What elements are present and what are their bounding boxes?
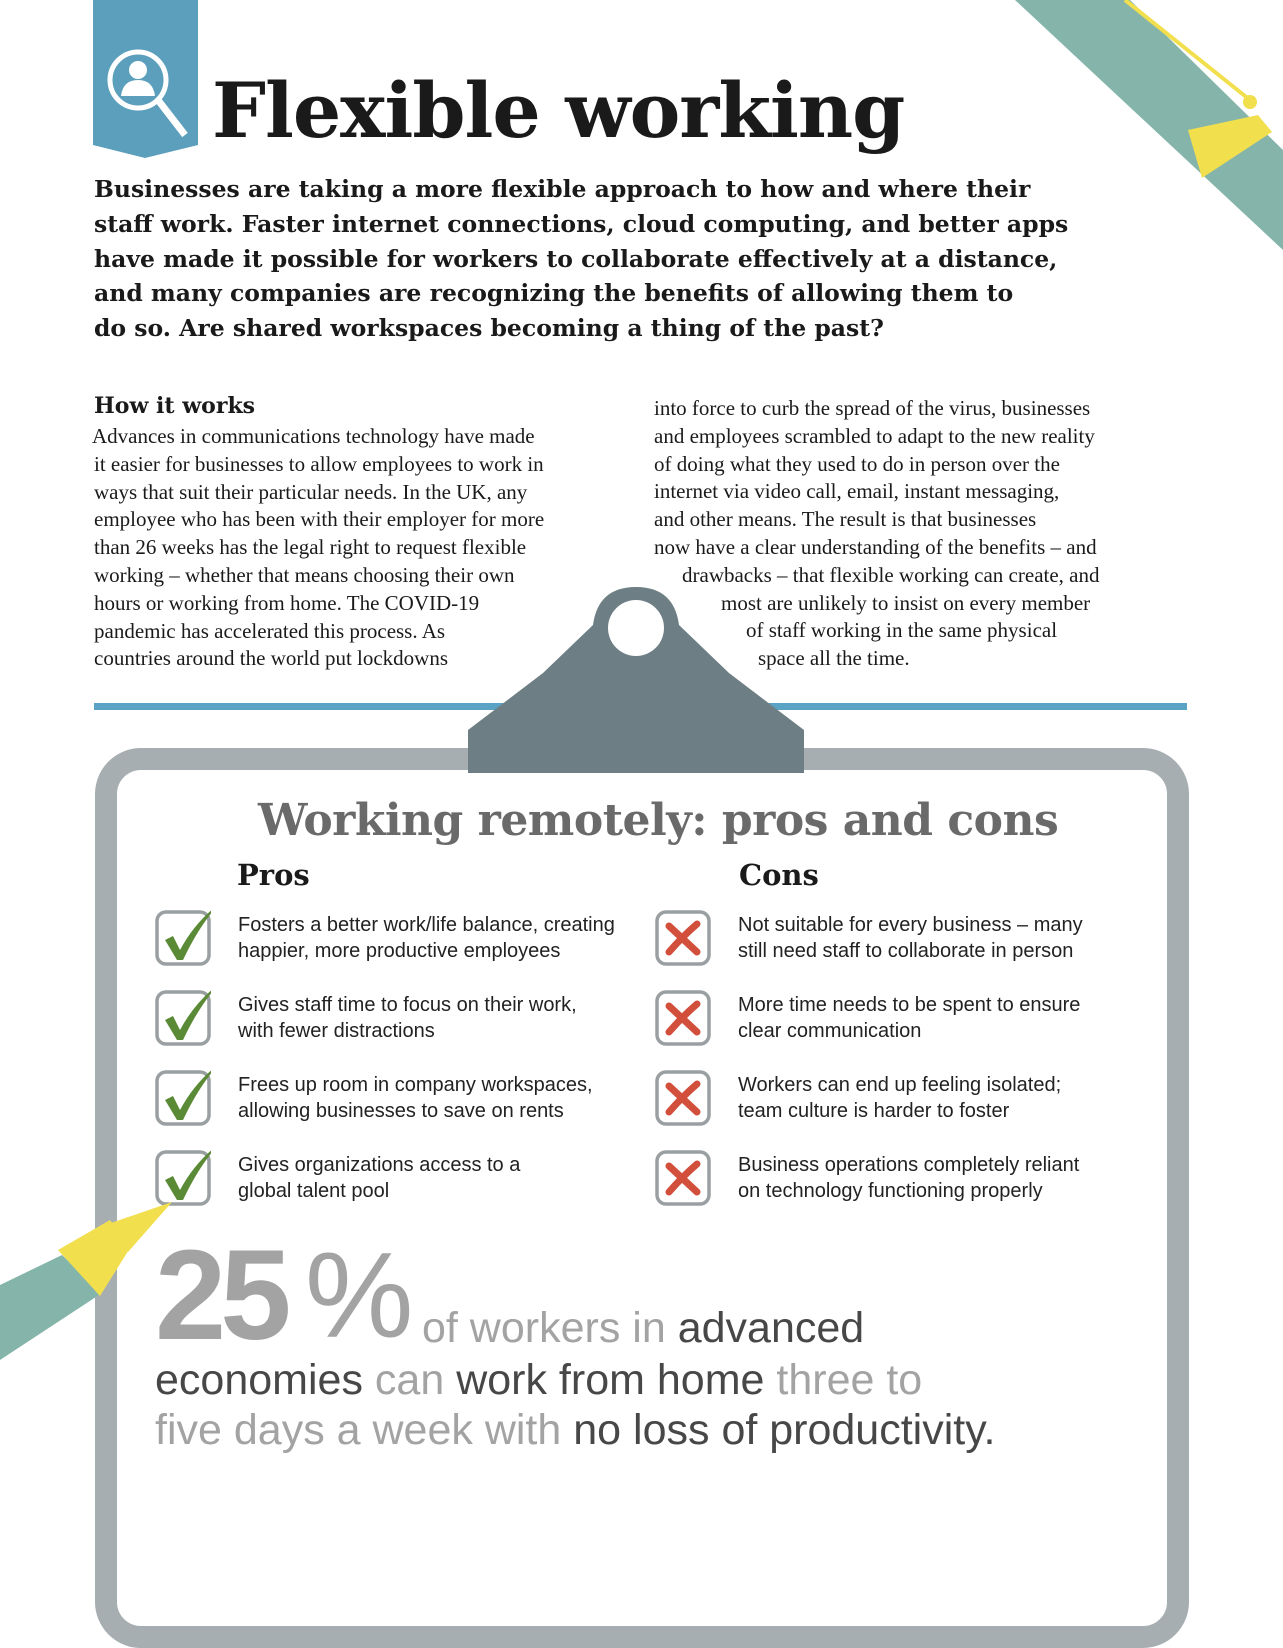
item-line: with fewer distractions — [238, 1019, 435, 1042]
item-text — [738, 993, 1080, 1044]
body-line: pandemic has accelerated this process. As — [94, 618, 446, 643]
item-text — [238, 993, 577, 1044]
body-line: it easier for businesses to allow employees to work in — [94, 451, 544, 476]
cross-icon — [655, 910, 711, 966]
con-item — [655, 1150, 1115, 1210]
pro-item — [155, 990, 615, 1050]
body-line: most are unlikely to insist on every member — [721, 590, 1091, 615]
body-line: than 26 weeks has the legal right to request flexible — [94, 535, 527, 560]
intro-line: and many companies are recognizing the benefits of allowing them to — [94, 279, 1014, 308]
body-line: internet via video call, email, instant messaging, — [654, 479, 1060, 504]
item-line: team culture is harder to foster — [738, 1099, 1010, 1122]
body-line: Advances in communications technology have made — [92, 424, 535, 448]
stat-text: no loss of productivity. — [573, 1406, 996, 1454]
item-line: Frees up room in company workspaces, — [238, 1074, 593, 1096]
body-line: space all the time. — [758, 646, 910, 671]
cons-heading: Cons — [739, 858, 819, 892]
page-title: Flexible working — [212, 66, 905, 155]
body-line: employee who has been with their employer for more — [94, 507, 545, 532]
item-text — [238, 1073, 593, 1124]
person-search-icon — [93, 0, 198, 160]
item-text — [738, 913, 1083, 964]
checkmark-icon — [155, 990, 211, 1046]
cross-icon — [655, 1070, 711, 1126]
item-text — [238, 913, 615, 964]
stat-text: three to — [776, 1356, 923, 1404]
pros-heading: Pros — [237, 858, 310, 892]
intro-paragraph — [94, 172, 1094, 346]
con-item — [655, 1070, 1115, 1130]
pro-item — [155, 910, 615, 970]
item-line: on technology functioning properly — [738, 1179, 1043, 1202]
stat-percent: % — [305, 1227, 414, 1363]
stat-text: of workers in — [422, 1304, 678, 1352]
item-line: Not suitable for every business – many — [738, 914, 1083, 936]
intro-line: do so. Are shared workspaces becoming a thing of the past? — [94, 314, 884, 343]
body-line: of staff working in the same physical — [746, 618, 1058, 643]
item-line: clear communication — [738, 1019, 922, 1042]
stat-text: work from home — [456, 1356, 777, 1404]
body-line: and employees scrambled to adapt to the new reality — [654, 423, 1095, 448]
stat-text: advanced — [677, 1304, 865, 1352]
item-line: More time needs to be spent to ensure — [738, 994, 1081, 1016]
intro-line: have made it possible for workers to collaborate effectively at a distance, — [94, 244, 1058, 273]
body-line: ways that suit their particular needs. In the UK, any — [94, 479, 528, 504]
item-line: Gives staff time to focus on their work, — [238, 994, 577, 1016]
item-line: happier, more productive employees — [238, 939, 561, 962]
checkmark-icon — [155, 1070, 211, 1126]
item-line: Gives organizations access to a — [238, 1154, 521, 1176]
body-line: into force to curb the spread of the virus, businesses — [654, 396, 1091, 420]
how-it-works-heading: How it works — [94, 393, 256, 419]
item-line: allowing businesses to save on rents — [238, 1099, 564, 1122]
stat-number: 25 — [155, 1224, 286, 1367]
stat-text: five days a week with — [155, 1406, 574, 1454]
intro-line: staff work. Faster internet connections, cloud computing, and better apps — [94, 209, 1069, 238]
con-item — [655, 990, 1115, 1050]
pro-item — [155, 1070, 615, 1130]
body-line: working – whether that means choosing their own — [94, 562, 515, 587]
body-line: drawbacks – that flexible working can create, and — [682, 562, 1100, 587]
intro-line: Businesses are taking a more flexible approach to how and where their — [94, 175, 1031, 203]
body-line: now have a clear understanding of the benefits – and — [654, 534, 1097, 559]
body-line: hours or working from home. The COVID-19 — [94, 590, 480, 615]
item-text — [738, 1073, 1061, 1124]
checkmark-icon — [155, 910, 211, 966]
stat-text: can — [374, 1356, 457, 1404]
item-line: global talent pool — [238, 1179, 390, 1202]
body-line: countries around the world put lockdowns — [94, 646, 449, 671]
con-item — [655, 910, 1115, 970]
item-line: Fosters a better work/life balance, creating — [238, 914, 615, 936]
body-line: of doing what they used to do in person over the — [654, 451, 1060, 476]
item-line: Workers can end up feeling isolated; — [738, 1074, 1062, 1096]
clipboard-clip — [468, 585, 804, 773]
stat-text: economies — [155, 1356, 375, 1404]
header-ribbon — [93, 0, 198, 160]
pro-item — [155, 1150, 615, 1210]
cross-icon — [655, 1150, 711, 1206]
item-text — [238, 1153, 520, 1204]
cross-icon — [655, 990, 711, 1046]
item-text — [738, 1153, 1079, 1204]
body-line: and other means. The result is that businesses — [654, 507, 1037, 532]
section-title: Working remotely: pros and cons — [258, 795, 1059, 846]
item-line: still need staff to collaborate in person — [738, 939, 1074, 962]
item-line: Business operations completely reliant — [738, 1154, 1080, 1176]
